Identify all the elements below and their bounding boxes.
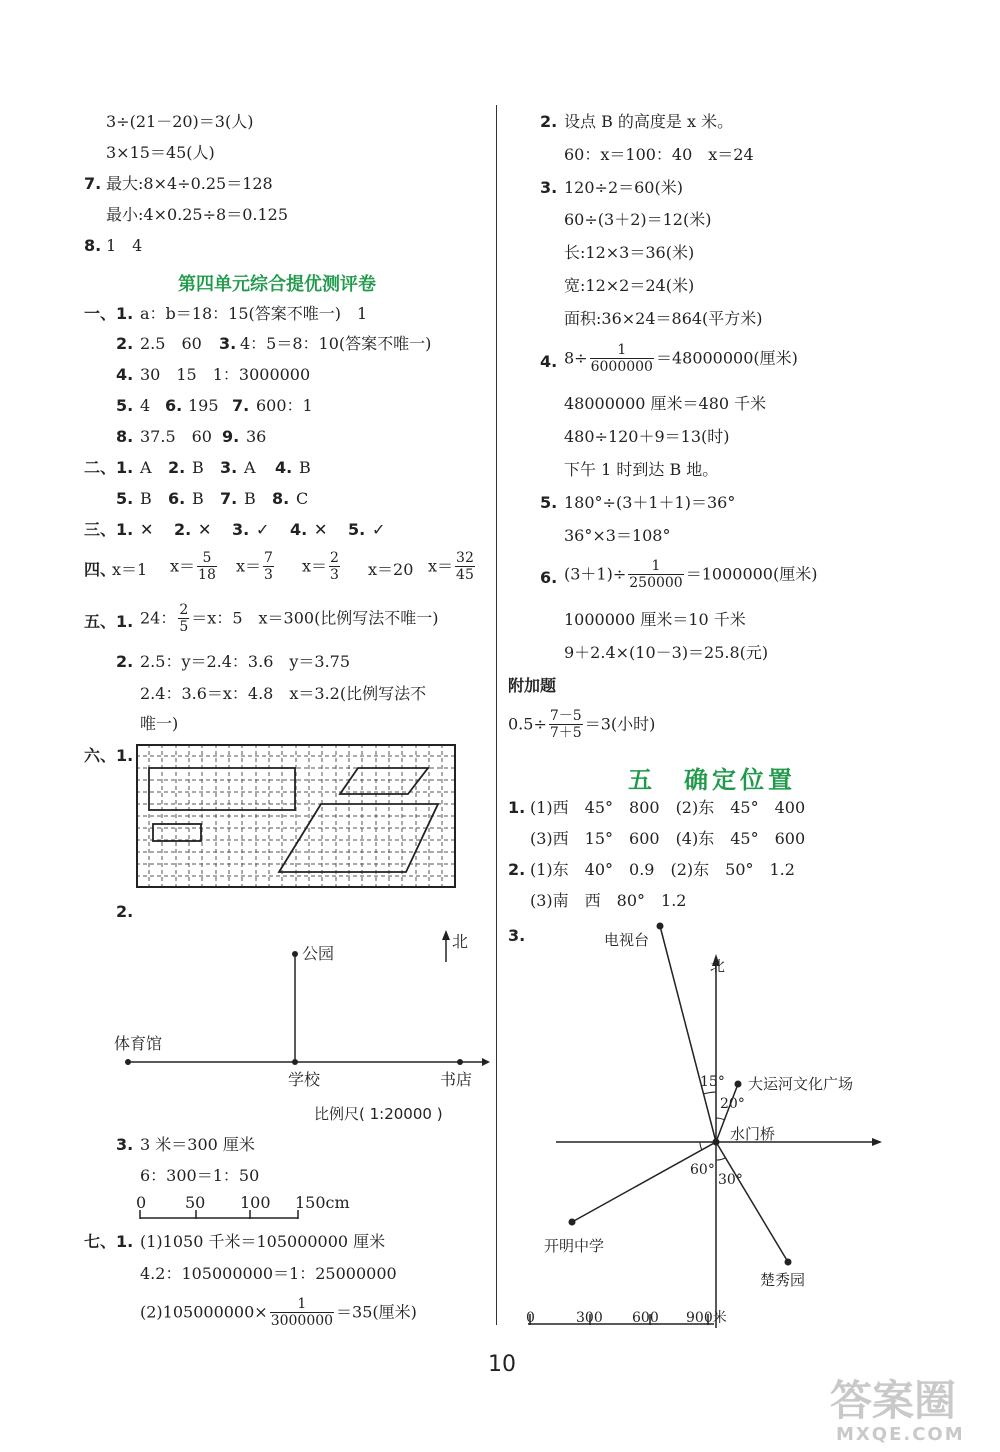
label-tv-station: 电视台 (604, 931, 650, 949)
answer-line: (1)东 40° 0.9 (2)东 50° 1.2 (530, 860, 795, 879)
page-number: 10 (488, 1352, 516, 1377)
expr-prefix: (2)105000000× (140, 1302, 268, 1322)
answer-line: 1 4 (106, 236, 143, 255)
answer-line: 9＋2.4×(10－3)＝25.8(元) (564, 643, 769, 662)
denominator: 3000000 (270, 1313, 334, 1329)
expr-prefix: 8÷ (564, 348, 588, 368)
answer-line: 面积:36×24＝864(平方米) (564, 309, 763, 328)
answer: B (140, 489, 152, 508)
answer-line: 4：5＝8：10(答案不唯一) (240, 334, 432, 353)
solution (236, 550, 276, 583)
answer-line: 36°×3＝108° (564, 526, 671, 545)
answer-line: 480÷120＋9＝13(时) (564, 427, 730, 446)
ruler-label: 100 (240, 1193, 271, 1212)
question-number: 6. (540, 568, 558, 587)
angle-label: 30° (718, 1172, 743, 1188)
question-number: 4. (290, 520, 308, 539)
answer-line: 195 (188, 396, 219, 415)
answer-line: (3)西 15° 600 (4)东 45° 600 (530, 829, 806, 848)
answer: ✕ (140, 520, 154, 539)
expr-prefix: 0.5÷ (508, 714, 547, 734)
grid-figure (136, 744, 456, 888)
answer-line: (1)1050 千米＝105000000 厘米 (140, 1232, 386, 1251)
map-label-park: 公园 (302, 944, 335, 963)
question-number: 2. (540, 112, 558, 131)
expr-suffix: ＝35(厘米) (336, 1302, 417, 1322)
question-number: 6. (165, 396, 183, 415)
answer-line: a：b＝18：15(答案不唯一) 1 (140, 304, 368, 323)
answer: ✓ (256, 520, 270, 539)
answer: ✕ (314, 520, 328, 539)
solution-prefix: x＝ (428, 556, 454, 576)
numerator: 5 (197, 550, 217, 567)
solution (302, 550, 342, 583)
fraction (549, 708, 583, 741)
answer-line: 120÷2＝60(米) (564, 178, 683, 197)
numerator: 2 (330, 550, 339, 566)
extra-title: 附加题 (508, 676, 557, 695)
question-number: 8. (272, 489, 290, 508)
label-plaza: 大运河文化广场 (748, 1075, 854, 1093)
denominator: 45 (456, 567, 474, 583)
ruler-label: 300 (576, 1310, 603, 1326)
question-number: 7. (84, 174, 102, 193)
numerator: 1 (590, 342, 654, 359)
answer-line: 唯一) (140, 714, 179, 733)
answer-line: 36 (246, 427, 267, 446)
part-label: 二、1. (84, 458, 134, 477)
map-label-school: 学校 (288, 1070, 321, 1089)
ruler-label: 150cm (295, 1193, 350, 1212)
part-label: 七、1. (84, 1232, 134, 1251)
answer: C (296, 489, 309, 508)
answer-line: (3)南 西 80° 1.2 (530, 891, 687, 910)
denominator: 250000 (629, 575, 683, 591)
expr-suffix: ＝48000000(厘米) (655, 348, 798, 368)
answer-line (508, 708, 655, 741)
ruler-label: 600 (632, 1310, 659, 1326)
solution (428, 550, 477, 583)
label-garden: 楚秀园 (760, 1271, 806, 1289)
part-label: 三、1. (84, 520, 134, 539)
fraction (270, 1296, 334, 1329)
map-label-gym: 体育馆 (114, 1034, 163, 1053)
question-number: 9. (222, 427, 240, 446)
denominator: 6000000 (590, 359, 653, 375)
part-label: 五、1. (84, 612, 134, 631)
answer-line (564, 558, 817, 591)
numerator: 1 (270, 1296, 334, 1313)
answer-line: 设点 B 的高度是 x 米。 (564, 112, 734, 131)
ratio-suffix: ＝x：5 x＝300(比例写法不唯一) (191, 608, 439, 628)
answer-line: 最大:8×4÷0.25＝128 (106, 174, 273, 193)
question-number: 3. (232, 520, 250, 539)
solution (170, 550, 219, 583)
north-label: 北 (452, 932, 469, 951)
solution: x＝20 (368, 560, 414, 579)
numerator: 1 (628, 558, 683, 575)
answer: B (299, 458, 311, 477)
watermark-url: MXQE.COM (836, 1424, 965, 1445)
question-number: 6. (168, 489, 186, 508)
question-number: 3. (220, 458, 238, 477)
numerator: 32 (456, 550, 474, 566)
fraction (628, 558, 683, 591)
fraction (590, 342, 654, 375)
expr-prefix: (3＋1)÷ (564, 564, 627, 584)
answer-line: 4.2：105000000＝1：25000000 (140, 1264, 397, 1283)
ruler-label: 0 (136, 1193, 147, 1212)
answer-line (564, 342, 798, 375)
fraction (178, 602, 189, 635)
numerator: 7－5 (549, 708, 582, 724)
answer-line: 4 (140, 396, 151, 415)
part-label: 一、1. (84, 304, 134, 323)
question-number: 4. (275, 458, 293, 477)
answer-line: 37.5 60 (140, 427, 212, 446)
denominator: 5 (179, 619, 189, 635)
label-school: 开明中学 (544, 1237, 605, 1255)
ratio-prefix: 24： (140, 608, 177, 628)
solution-prefix: x＝ (236, 556, 262, 576)
section-title: 第四单元综合提优测评卷 (178, 274, 376, 295)
fraction (263, 550, 274, 583)
answer-line: 2.4：3.6＝x：4.8 x＝3.2(比例写法不 (140, 684, 427, 703)
denominator: 7＋5 (549, 725, 582, 741)
question-number: 3. (508, 926, 526, 945)
solution: x＝1 (112, 560, 148, 579)
large-parallelogram (279, 804, 438, 872)
question-number: 4. (540, 352, 558, 371)
small-parallelogram (340, 768, 428, 794)
question-number: 7. (232, 396, 250, 415)
answer-line: 最小:4×0.25÷8＝0.125 (106, 205, 288, 224)
question-number: 4. (116, 365, 134, 384)
column-divider (496, 105, 497, 1325)
numerator: 2 (179, 602, 189, 618)
question-number: 5. (116, 396, 134, 415)
answer-line (140, 602, 439, 635)
label-bridge: 水门桥 (730, 1125, 776, 1143)
answer: ✓ (372, 520, 386, 539)
question-number: 2. (168, 458, 186, 477)
answer-line: 2.5：y＝2.4：3.6 y＝3.75 (140, 652, 351, 671)
question-number: 3. (540, 178, 558, 197)
answer-line: 1000000 厘米＝10 千米 (564, 610, 746, 629)
ruler-label: 0 (526, 1310, 535, 1326)
ruler-label: 50 (185, 1193, 206, 1212)
watermark-logo: 答案圈 (830, 1376, 957, 1425)
answer: B (192, 489, 204, 508)
answer-line: 下午 1 时到达 B 地。 (564, 460, 719, 479)
solution-prefix: x＝ (302, 556, 328, 576)
solution-prefix: x＝ (170, 556, 196, 576)
denominator: 3 (330, 567, 339, 583)
question-number: 2. (116, 902, 134, 921)
question-number: 8. (116, 427, 134, 446)
map-label-bookstore: 书店 (440, 1070, 473, 1089)
answer-line: 6：300＝1：50 (140, 1166, 260, 1185)
question-number: 5. (348, 520, 366, 539)
answer-line: 宽:12×2＝24(米) (564, 276, 695, 295)
north-label: 北 (710, 957, 726, 975)
position-figure (520, 918, 900, 1338)
numerator: 7 (264, 550, 273, 566)
question-number: 5. (116, 489, 134, 508)
answer: A (244, 458, 256, 477)
question-number: 3. (219, 334, 237, 353)
answer-line: 180°÷(3＋1＋1)＝36° (564, 493, 736, 512)
question-number: 8. (84, 236, 102, 255)
angle-label: 15° (700, 1074, 725, 1090)
answer-line: 60：x＝100：40 x＝24 (564, 145, 754, 164)
question-number: 3. (116, 1135, 134, 1154)
part-label: 六、1. (84, 746, 134, 765)
answer-line: (1)西 45° 800 (2)东 45° 400 (530, 798, 806, 817)
angle-label: 20° (720, 1096, 745, 1112)
section-title: 五 确定位置 (628, 766, 796, 794)
answer-line: 长:12×3＝36(米) (564, 243, 695, 262)
part-label: 四、 (84, 560, 117, 579)
small-rectangle (153, 824, 201, 841)
denominator: 18 (198, 567, 216, 583)
question-number: 5. (540, 493, 558, 512)
calc-line: 3×15＝45(人) (106, 143, 215, 162)
answer-line: 2.5 60 (140, 334, 202, 353)
question-number: 2. (116, 652, 134, 671)
question-number: 2. (508, 860, 526, 879)
ruler (138, 1210, 308, 1224)
answer-line: 600：1 (256, 396, 313, 415)
answer-line: 3 米＝300 厘米 (140, 1135, 255, 1154)
answer-line (140, 1296, 417, 1329)
question-number: 2. (174, 520, 192, 539)
answer-line: 60÷(3＋2)＝12(米) (564, 210, 712, 229)
map-scale: 比例尺( 1:20000 ) (314, 1105, 443, 1123)
ruler-label: 900米 (686, 1310, 727, 1326)
answer-line: 48000000 厘米＝480 千米 (564, 394, 767, 413)
expr-suffix: ＝3(小时) (584, 714, 656, 734)
answer-line: 30 15 1：3000000 (140, 365, 311, 384)
fraction (329, 550, 340, 583)
angle-label: 60° (690, 1162, 715, 1178)
answer: B (192, 458, 204, 477)
question-number: 2. (116, 334, 134, 353)
answer: A (140, 458, 152, 477)
answer: B (244, 489, 256, 508)
fraction (197, 550, 217, 583)
question-number: 1. (508, 798, 526, 817)
fraction (455, 550, 475, 583)
denominator: 3 (264, 567, 273, 583)
calc-line: 3÷(21－20)＝3(人) (106, 112, 254, 131)
expr-suffix: ＝1000000(厘米) (685, 564, 818, 584)
answer: ✕ (198, 520, 212, 539)
question-number: 7. (220, 489, 238, 508)
